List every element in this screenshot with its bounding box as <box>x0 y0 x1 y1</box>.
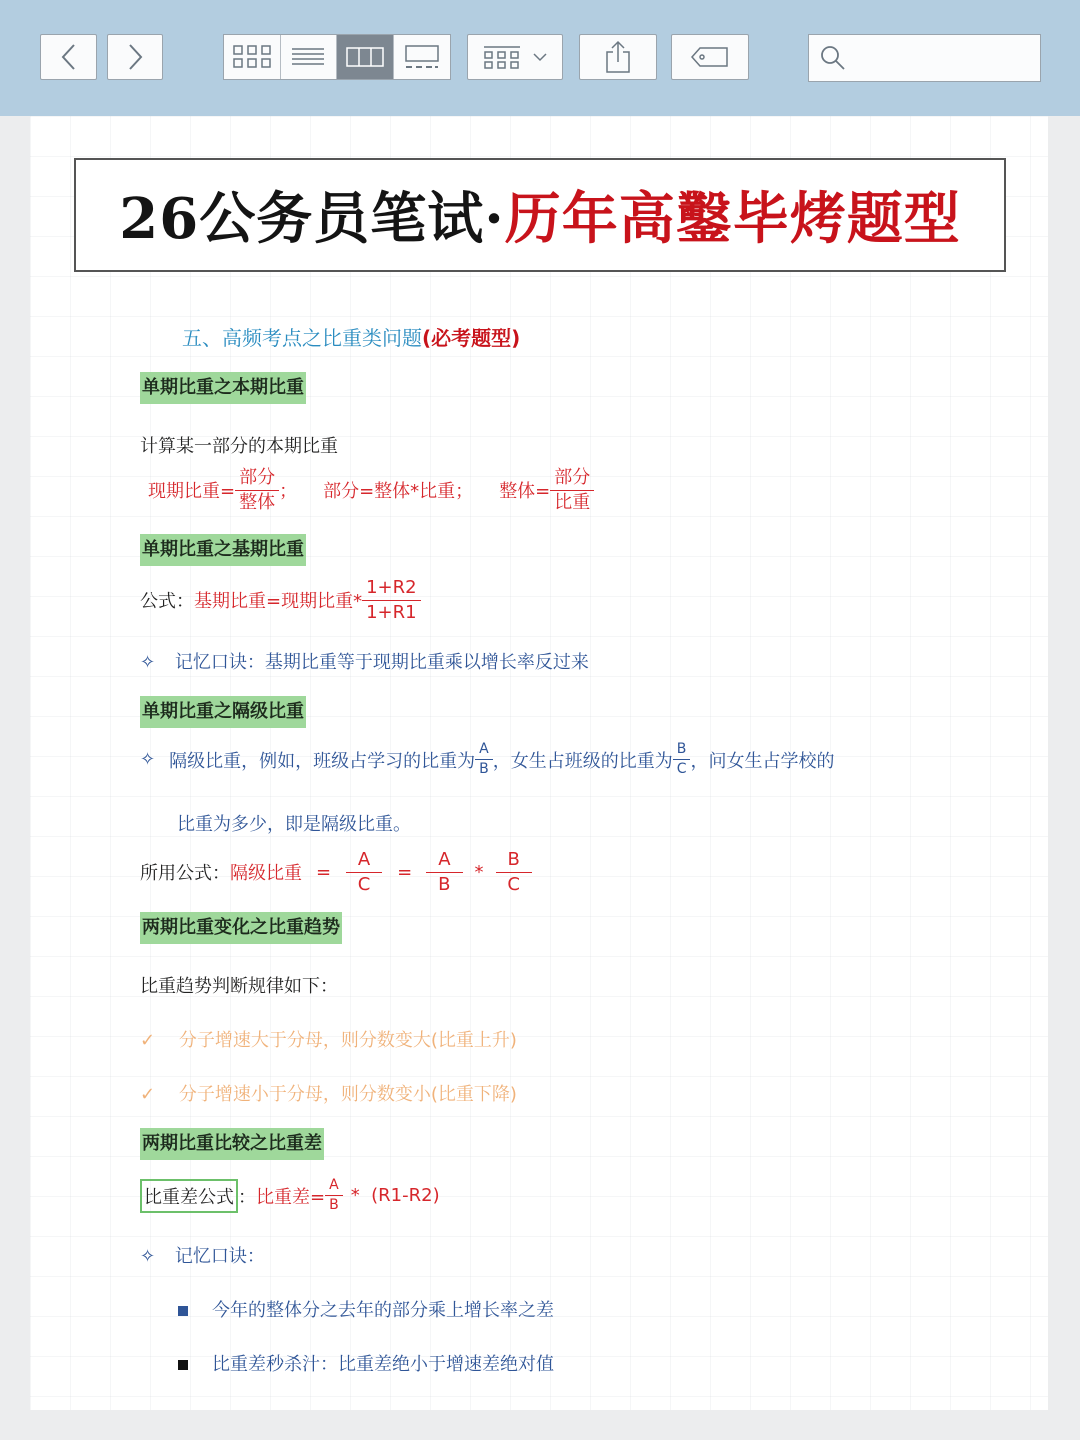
s1-f1-den: 整体 <box>239 491 276 513</box>
s1-description: 计算某一部分的本期比重 <box>140 436 338 457</box>
s3-eq-1: = <box>316 861 332 883</box>
view-grid-button[interactable] <box>224 35 281 79</box>
title-red-part: 历年高鑿毕烤题型 <box>504 186 961 252</box>
s5-item-1-text: 今年的整体分之去年的部分乘上增长率之差 <box>212 1300 554 1321</box>
s2-den: 1+R1 <box>366 601 417 623</box>
s3-frac-bc <box>673 742 691 778</box>
s2-tip-text: 基期比重等于现期比重乘以增长率反过来 <box>264 652 589 673</box>
s3-n2: B <box>673 742 691 760</box>
s3-d2: C <box>676 761 687 778</box>
s2-fraction <box>362 578 421 623</box>
view-column-button[interactable] <box>337 35 394 79</box>
s5-label: 比重差公式 <box>140 1179 238 1213</box>
s5-num: A <box>325 1178 343 1196</box>
column-view-icon <box>346 46 384 68</box>
s5-tip-label: 记忆口诀： <box>174 1246 265 1267</box>
s1-formulas <box>148 468 594 513</box>
s2-formula-left: 基期比重=现期比重* <box>194 591 363 613</box>
s3-line1 <box>140 742 834 778</box>
s3-formula-name: 隔级比重 <box>230 863 302 885</box>
s1-f1-left: 现期比重= <box>148 481 236 503</box>
s3-formula-label: 所用公式： <box>140 863 230 885</box>
s3-fa-den: C <box>357 873 371 895</box>
s1-f3-den: 比重 <box>554 491 591 513</box>
badge-share-difference: 两期比重比较之比重差 <box>140 1128 324 1160</box>
s3-mul: * <box>474 861 484 883</box>
s3-line1-a: 隔级比重，例如，班级占学习的比重为 <box>169 750 476 772</box>
tag-button[interactable] <box>671 34 749 80</box>
share-button[interactable] <box>579 34 657 80</box>
badge-share-trend: 两期比重变化之比重趋势 <box>140 912 342 944</box>
grid-view-icon <box>232 44 272 70</box>
title-black-part: 26公务员笔试· <box>119 186 505 252</box>
view-list-button[interactable] <box>281 35 338 79</box>
chevron-left-icon <box>59 42 79 72</box>
s5-formula-right: * (R1-R2) <box>350 1185 440 1207</box>
s1-f3-fraction <box>550 468 594 513</box>
s2-tip <box>140 648 589 674</box>
section-title-text: 五、高频考点之比重类问题 <box>182 326 422 350</box>
section-title <box>182 322 520 351</box>
square-bullet-icon <box>178 1306 188 1316</box>
s1-f1-fraction <box>235 468 279 513</box>
tag-icon <box>690 46 730 68</box>
view-gallery-button[interactable] <box>394 35 451 79</box>
s3-frac-bc2 <box>496 850 532 895</box>
s4-item-2 <box>140 1080 517 1106</box>
s3-fa-num: A <box>346 850 382 873</box>
s1-f2: 部分=整体*比重； <box>323 481 474 503</box>
s5-den: B <box>329 1197 339 1214</box>
search-field[interactable] <box>808 34 1041 82</box>
s5-item-2-text: 比重差秒杀汁：比重差绝小于增速差绝对值 <box>212 1354 554 1375</box>
s5-formula-left: 比重差= <box>256 1186 326 1208</box>
s3-line1-c: ，问女生占学校的 <box>690 750 835 772</box>
s3-fb-num: A <box>426 850 462 873</box>
s2-formula <box>140 578 421 623</box>
s5-item-1 <box>178 1296 554 1322</box>
forward-button[interactable] <box>107 34 163 80</box>
view-mode-segmented-control <box>223 34 451 80</box>
badge-base-period-share: 单期比重之基期比重 <box>140 534 306 566</box>
search-icon <box>819 44 847 72</box>
s2-tip-label: 记忆口诀： <box>174 652 265 673</box>
sparkle-icon: ✧ <box>140 749 156 771</box>
gallery-view-icon <box>403 44 441 70</box>
s5-fraction <box>325 1178 343 1214</box>
s3-fc-num: B <box>496 850 532 873</box>
share-icon <box>604 40 632 74</box>
chevron-right-icon <box>125 42 145 72</box>
s3-d1: B <box>479 761 489 778</box>
document-page <box>30 116 1048 1410</box>
list-view-icon <box>291 46 325 68</box>
page-title <box>74 158 1006 272</box>
sparkle-icon: ✧ <box>140 652 156 673</box>
section-title-tag: (必考题型) <box>422 326 521 350</box>
s5-tip <box>140 1242 265 1268</box>
s3-eq-2: = <box>397 861 413 883</box>
s4-description: 比重趋势判断规律如下： <box>140 976 338 997</box>
s4-item-1 <box>140 1026 517 1052</box>
badge-cross-level-share: 单期比重之隔级比重 <box>140 696 306 728</box>
s2-num: 1+R2 <box>362 578 421 601</box>
checkmark-icon: ✓ <box>140 1030 156 1051</box>
s3-frac-ab2 <box>426 850 462 895</box>
s1-f1-num: 部分 <box>235 468 279 491</box>
s1-f3-left: 整体= <box>499 481 551 503</box>
toolbar <box>0 0 1080 116</box>
s3-fb-den: B <box>438 873 451 895</box>
s3-line1-b: ，女生占班级的比重为 <box>492 750 673 772</box>
badge-current-period-share: 单期比重之本期比重 <box>140 372 306 404</box>
checkmark-icon: ✓ <box>140 1084 156 1105</box>
s5-colon: ： <box>238 1186 256 1208</box>
s5-item-2 <box>178 1350 554 1376</box>
s3-frac-ac <box>345 850 383 895</box>
s4-item-2-text: 分子增速小于分母，则分数变小(比重下降) <box>178 1084 517 1105</box>
chevron-down-icon <box>532 52 548 62</box>
s2-label: 公式： <box>140 591 194 613</box>
search-input[interactable] <box>855 48 1029 69</box>
s5-formula <box>140 1178 440 1214</box>
s1-f1-sep: ； <box>279 481 298 503</box>
s4-item-1-text: 分子增速大于分母，则分数变大(比重上升) <box>178 1030 517 1051</box>
s3-formula <box>140 850 532 895</box>
sparkle-icon: ✧ <box>140 1246 156 1267</box>
s3-line2: 比重为多少，即是隔级比重。 <box>177 814 411 835</box>
square-bullet-icon <box>178 1360 188 1370</box>
group-by-button[interactable] <box>467 34 563 80</box>
back-button[interactable] <box>40 34 97 80</box>
s3-n1: A <box>475 742 493 760</box>
group-by-icon <box>482 44 522 70</box>
s3-frac-ab <box>475 742 493 778</box>
s1-f3-num: 部分 <box>550 468 594 491</box>
s3-fc-den: C <box>507 873 520 895</box>
